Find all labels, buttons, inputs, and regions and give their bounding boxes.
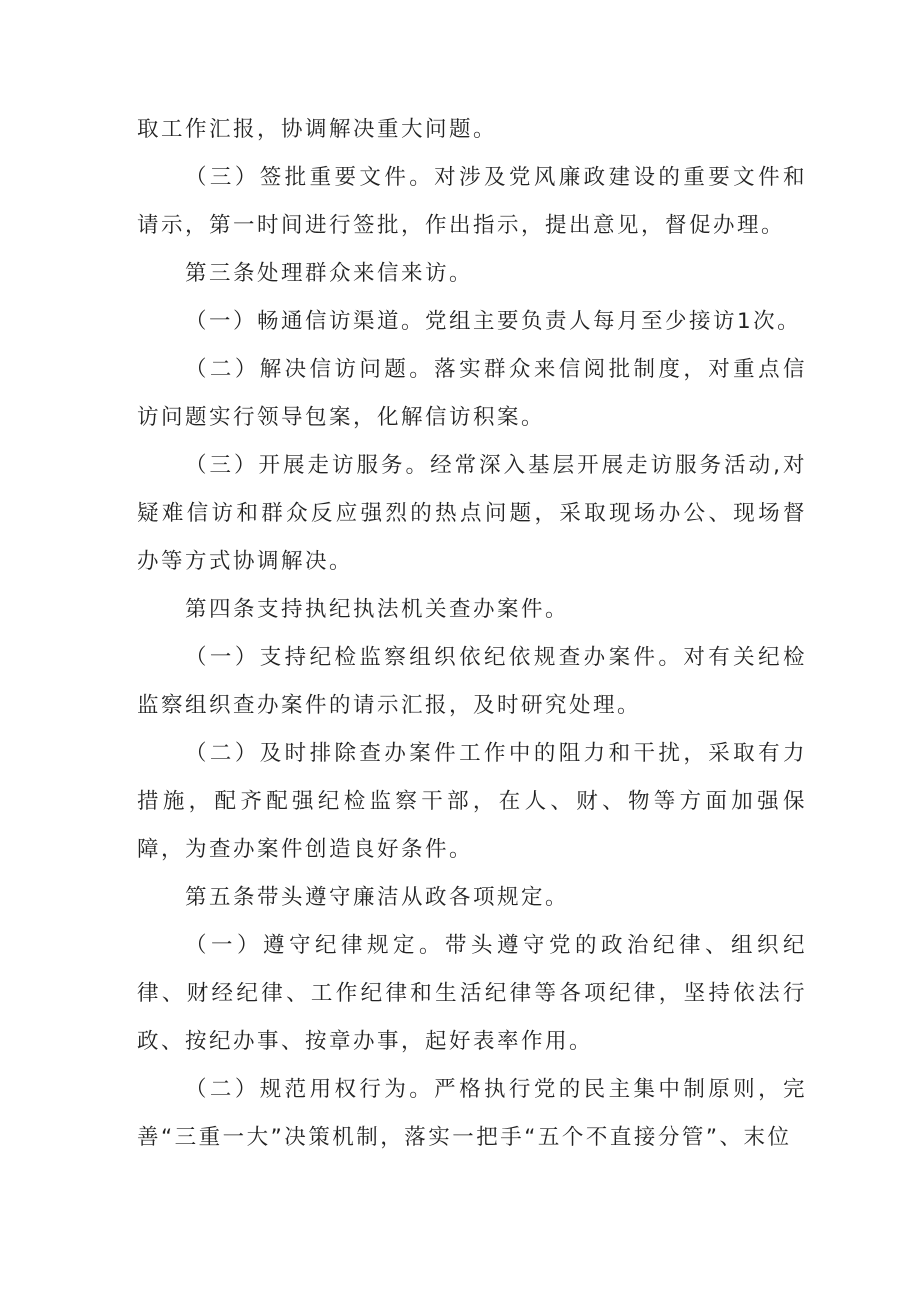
paragraph: （二）解决信访问题。落实群众来信阅批制度，对重点信访问题实行领导包案，化解信访积案。 bbox=[137, 357, 807, 430]
paragraph: （一）遵守纪律规定。带头遵守党的政治纪律、组织纪律、财经纪律、工作纪律和生活纪律等各项纪律，坚持依法行政、按纪办事、按章办事，起好表率作用。 bbox=[137, 933, 807, 1054]
paragraph: （三）签批重要文件。对涉及党风廉政建设的重要文件和请示，第一时间进行签批，作出指示，提出意见，督促办理。 bbox=[137, 165, 807, 238]
paragraph: （二）及时排除查办案件工作中的阻力和干扰，采取有力措施，配齐配强纪检监察干部，在人、财、物等方面加强保障，为查办案件创造良好条件。 bbox=[137, 741, 807, 862]
paragraph: 取工作汇报，协调解决重大问题。 bbox=[137, 117, 498, 142]
paragraph: （三）开展走访服务。经常深入基层开展走访服务活动,对疑难信访和群众反应强烈的热点问题，采取现场办公、现场督办等方式协调解决。 bbox=[137, 453, 807, 574]
article-heading: 第三条处理群众来信来访。 bbox=[185, 261, 474, 286]
paragraph: （一）畅通信访渠道。党组主要负责人每月至少接访1次。 bbox=[185, 309, 802, 334]
article-heading: 第四条支持执纪执法机关查办案件。 bbox=[185, 597, 570, 622]
paragraph: （二）规范用权行为。严格执行党的民主集中制原则，完善“三重一大”决策机制，落实一把手“五个不直接分管”、末位 bbox=[137, 1077, 807, 1150]
paragraph: （一）支持纪检监察组织依纪依规查办案件。对有关纪检监察组织查办案件的请示汇报，及时研究处理。 bbox=[137, 645, 807, 718]
article-heading: 第五条带头遵守廉洁从政各项规定。 bbox=[185, 885, 570, 910]
document-body bbox=[137, 106, 807, 1162]
